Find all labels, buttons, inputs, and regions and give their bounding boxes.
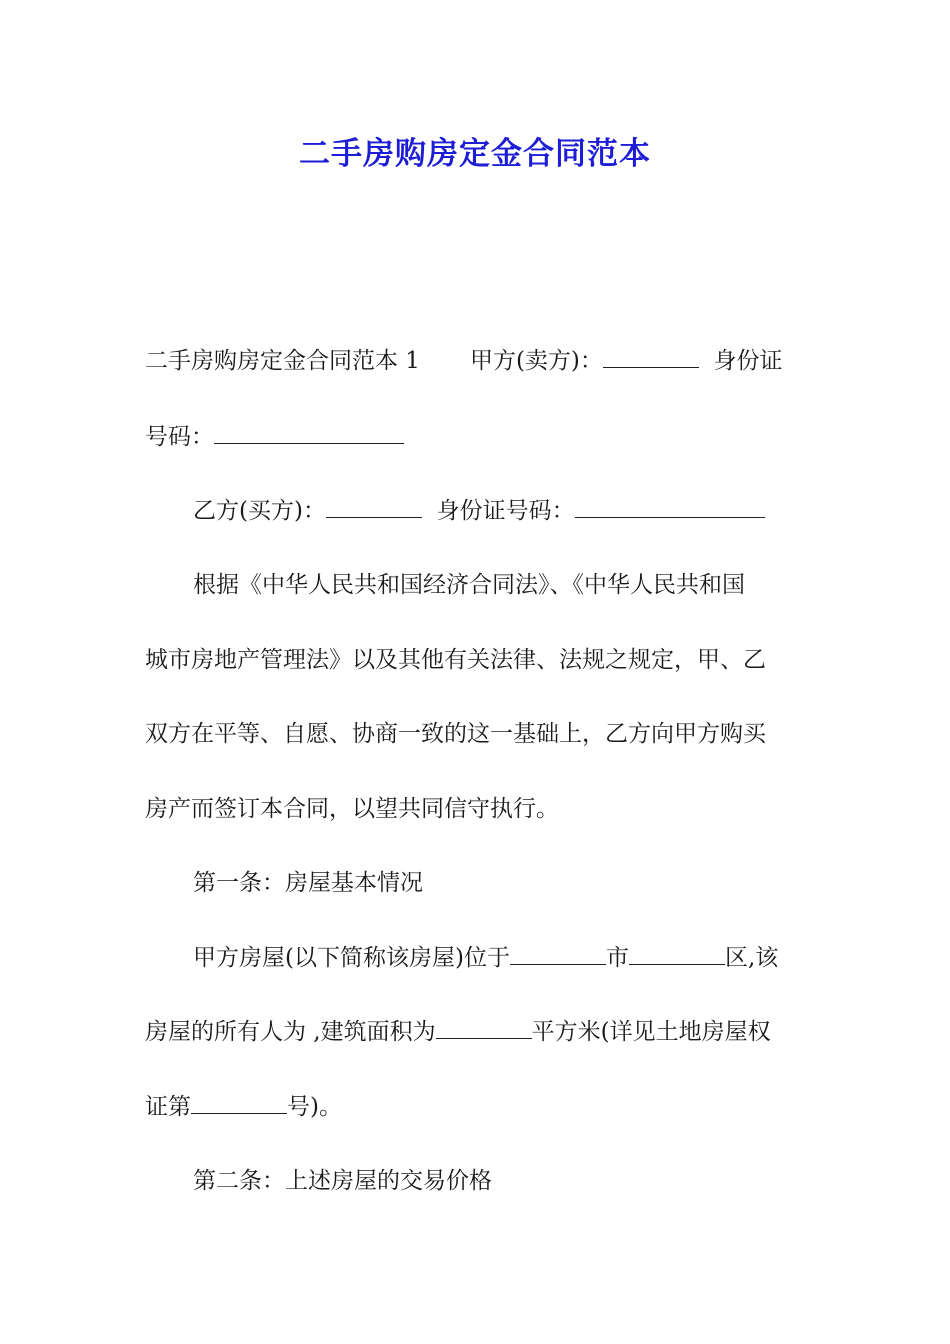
cert-label: 证第 [145,1094,191,1120]
city-blank[interactable] [510,944,606,965]
district-blank[interactable] [629,944,725,965]
party-a-line [145,346,810,376]
party-a-id-label: 身份证 [713,348,783,374]
party-a-id-label-cont: 号码： [145,424,214,450]
party-a-id-line [145,422,810,452]
district-label: 区,该 [724,945,779,971]
party-b-line [193,496,858,526]
cert-number-blank[interactable] [191,1093,287,1114]
party-a-id-blank[interactable] [214,423,404,444]
basis-line-2: 城市房地产管理法》以及其他有关法律、法规之规定，甲、乙 [145,647,766,673]
city-label: 市 [605,945,629,971]
document-lead: 二手房购房定金合同范本 1 [145,348,420,374]
area-blank[interactable] [436,1018,532,1039]
party-b-label: 乙方(买方)： [193,498,326,524]
party-a-name-blank[interactable] [603,347,699,368]
article-1-line-1 [193,943,858,973]
party-a-label: 甲方(卖方)： [469,348,603,374]
party-b-id-label: 身份证号码： [436,498,575,524]
party-b-id-blank[interactable] [575,497,765,518]
party-b-name-blank[interactable] [326,497,422,518]
location-label: 甲方房屋(以下简称该房屋)位于 [193,945,510,971]
article-1-line-2 [145,1017,810,1047]
document-title: 二手房购房定金合同范本 [299,136,651,172]
basis-line-3: 双方在平等、自愿、协商一致的这一基础上，乙方向甲方购买 [145,721,766,747]
basis-line-1: 根据《中华人民共和国经济合同法》、《中华人民共和国 [193,572,745,598]
area-label: 房屋的所有人为 ,建筑面积为 [145,1019,436,1045]
cert-suffix: 号)。 [287,1094,342,1120]
basis-line-4: 房产而签订本合同，以望共同信守执行。 [145,796,559,822]
area-unit: 平方米(详见土地房屋权 [531,1019,771,1045]
article-2-heading: 第二条：上述房屋的交易价格 [193,1168,492,1194]
article-1-heading: 第一条：房屋基本情况 [193,870,423,896]
article-1-line-3 [145,1092,810,1122]
